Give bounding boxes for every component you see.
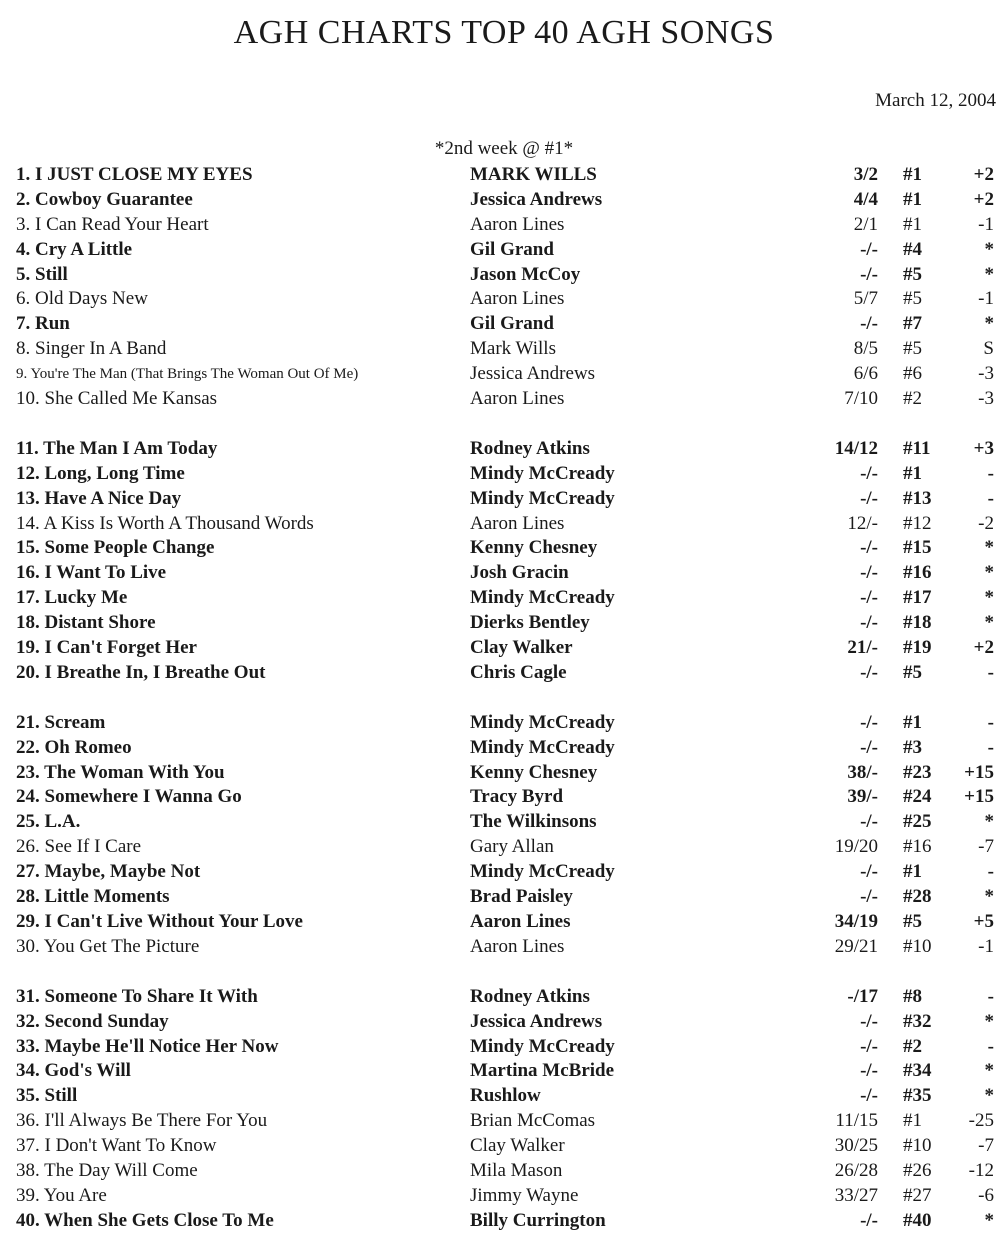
song-artist: Martina McBride [470,1060,615,1082]
last-weeks: -/- [860,886,878,908]
song-artist: Tracy Byrd [470,786,564,808]
song-artist: Clay Walker [470,637,573,659]
song-artist: Aaron Lines [470,512,565,534]
peak-position: #40 [903,1209,932,1231]
peak-position: #16 [903,562,932,584]
song-title: 11. The Man I Am Today [16,437,218,459]
movement: - [987,711,994,733]
movement: +2 [973,188,994,210]
song-title: 37. I Don't Want To Know [16,1135,217,1157]
last-weeks: -/- [860,1010,878,1032]
song-title: 9. You're The Man (That Brings The Woman Out Of Me) [16,366,359,383]
last-weeks: -/- [860,811,878,833]
last-weeks: 34/19 [834,910,878,932]
peak-position: #8 [903,985,922,1007]
movement: * [984,587,994,609]
song-title: 8. Singer In A Band [16,338,167,360]
movement: * [984,313,994,335]
table-row [0,1035,1008,1060]
peak-position: #1 [903,462,922,484]
song-artist: Gil Grand [470,313,554,335]
movement: S [983,338,994,360]
song-title: 18. Distant Shore [16,612,156,634]
last-weeks: 29/21 [834,935,878,957]
song-title: 20. I Breathe In, I Breathe Out [16,661,266,683]
song-title: 33. Maybe He'll Notice Her Now [16,1035,279,1057]
song-title: 28. Little Moments [16,886,170,908]
last-weeks: 7/10 [844,388,878,410]
song-artist: Aaron Lines [470,213,565,235]
song-title: 38. The Day Will Come [16,1159,198,1181]
song-artist: Aaron Lines [470,935,565,957]
song-artist: Mindy McCready [470,736,615,758]
last-weeks: -/- [860,537,878,559]
table-row [0,810,1008,835]
peak-position: #1 [903,861,922,883]
peak-position: #7 [903,313,922,335]
movement: * [984,1010,994,1032]
last-weeks: 14/12 [834,437,878,459]
song-artist: MARK WILLS [470,164,597,185]
song-title: 1. I JUST CLOSE MY EYES [16,164,253,185]
table-row [0,536,1008,561]
song-artist: Dierks Bentley [470,612,590,634]
table-row [0,736,1008,761]
song-title: 2. Cowboy Guarantee [16,188,193,210]
weeks-at-one-note: *2nd week @ #1* [434,138,574,159]
last-weeks: -/- [860,736,878,758]
song-artist: Mindy McCready [470,711,615,733]
peak-position: #5 [903,288,922,310]
song-title: 22. Oh Romeo [16,736,132,758]
movement: -1 [978,935,994,957]
song-artist: Mindy McCready [470,487,615,509]
peak-position: #5 [903,661,922,683]
song-artist: Brian McComas [470,1110,596,1132]
song-title: 10. She Called Me Kansas [16,388,218,410]
last-weeks: 12/- [847,512,878,534]
last-weeks: -/- [860,1060,878,1082]
table-row [0,487,1008,512]
movement: +2 [973,637,994,659]
movement: * [984,1060,994,1082]
table-row [0,437,1008,462]
last-weeks: 19/20 [834,836,878,858]
peak-position: #24 [903,786,932,808]
table-row [0,387,1008,412]
song-title: 34. God's Will [16,1060,131,1082]
table-row [0,636,1008,661]
movement: +15 [964,761,994,783]
song-artist: Kenny Chesney [470,537,598,559]
peak-position: #32 [903,1010,932,1032]
song-artist: Clay Walker [470,1135,565,1157]
song-artist: Mindy McCready [470,587,615,609]
song-artist: The Wilkinsons [470,811,597,833]
last-weeks: -/- [860,1035,878,1057]
song-title: 15. Some People Change [16,537,215,559]
song-artist: Jessica Andrews [470,363,596,385]
movement: -3 [978,388,994,410]
song-artist: Rodney Atkins [470,985,590,1007]
last-weeks: -/- [860,711,878,733]
movement: - [987,985,994,1007]
song-title: 24. Somewhere I Wanna Go [16,786,242,808]
last-weeks: 30/25 [834,1135,878,1157]
peak-position: #18 [903,612,932,634]
last-weeks: 38/- [847,761,878,783]
song-artist: Jason McCoy [470,263,581,285]
table-row [0,661,1008,686]
table-row [0,188,1008,213]
song-title: 3. I Can Read Your Heart [16,213,209,235]
chart-date: March 12, 2004 [875,90,996,111]
last-weeks: 4/4 [853,188,878,210]
last-weeks: -/17 [847,985,878,1007]
movement: -1 [978,213,994,235]
peak-position: #26 [903,1159,932,1181]
song-artist: Josh Gracin [470,562,569,584]
movement: * [984,537,994,559]
song-title: 14. A Kiss Is Worth A Thousand Words [16,512,314,534]
peak-position: #5 [903,263,922,285]
movement: +5 [973,910,994,932]
peak-position: #3 [903,736,922,758]
table-row [0,1109,1008,1134]
last-weeks: 6/6 [853,363,878,385]
song-title: 4. Cry A Little [16,238,133,260]
song-artist: Aaron Lines [470,910,571,932]
song-artist: Aaron Lines [470,388,565,410]
table-row [0,1209,1008,1234]
song-title: 40. When She Gets Close To Me [16,1209,274,1231]
movement: * [984,562,994,584]
table-row [0,586,1008,611]
song-title: 27. Maybe, Maybe Not [16,861,201,883]
table-row [0,860,1008,885]
song-artist: Mark Wills [470,338,556,360]
song-title: 17. Lucky Me [16,587,128,609]
peak-position: #27 [903,1184,932,1206]
last-weeks: 2/1 [853,213,878,235]
table-row [0,611,1008,636]
table-row [0,835,1008,860]
song-title: 30. You Get The Picture [16,935,200,957]
song-artist: Mila Mason [470,1159,563,1181]
movement: +3 [973,437,994,459]
table-row [0,238,1008,263]
movement: - [987,1035,994,1057]
last-weeks: 11/15 [835,1110,878,1132]
movement: * [984,1085,994,1107]
peak-position: #1 [903,164,922,185]
movement: +2 [973,164,994,185]
peak-position: #16 [903,836,932,858]
movement: -12 [968,1159,994,1181]
movement: -25 [968,1110,994,1132]
song-artist: Mindy McCready [470,861,615,883]
last-weeks: 33/27 [834,1184,878,1206]
song-title: 26. See If I Care [16,836,142,858]
table-row [0,1084,1008,1109]
song-artist: Gil Grand [470,238,554,260]
table-row [0,362,1008,387]
song-artist: Jessica Andrews [470,188,603,210]
table-row [0,462,1008,487]
song-artist: Gary Allan [470,836,554,858]
table-row [0,213,1008,238]
table-row [0,337,1008,362]
song-title: 39. You Are [16,1184,107,1206]
table-row [0,561,1008,586]
movement: +15 [964,786,994,808]
song-title: 31. Someone To Share It With [16,985,258,1007]
movement: * [984,811,994,833]
song-title: 6. Old Days New [16,288,148,310]
last-weeks: 21/- [847,637,878,659]
movement: * [984,238,994,260]
song-artist: Brad Paisley [470,886,573,908]
page-title: AGH CHARTS TOP 40 AGH SONGS [233,14,775,51]
song-title: 5. Still [16,263,68,285]
table-row [0,985,1008,1010]
last-weeks: 26/28 [834,1159,878,1181]
peak-position: #5 [903,338,922,360]
movement: - [987,861,994,883]
song-artist: Mindy McCready [470,1035,615,1057]
peak-position: #19 [903,637,932,659]
song-artist: Billy Currington [470,1209,606,1231]
peak-position: #5 [903,910,922,932]
table-row [0,761,1008,786]
peak-position: #23 [903,761,932,783]
table-row [0,163,1008,188]
peak-position: #1 [903,213,922,235]
table-row [0,711,1008,736]
table-row [0,785,1008,810]
song-artist: Kenny Chesney [470,761,598,783]
song-title: 32. Second Sunday [16,1010,169,1032]
song-title: 16. I Want To Live [16,562,167,584]
movement: - [987,462,994,484]
song-title: 21. Scream [16,711,106,733]
song-title: 25. L.A. [16,811,81,833]
table-row [0,312,1008,337]
song-title: 12. Long, Long Time [16,462,185,484]
table-row [0,1134,1008,1159]
peak-position: #12 [903,512,932,534]
movement: -6 [978,1184,994,1206]
song-title: 23. The Woman With You [16,761,225,783]
song-title: 36. I'll Always Be There For You [16,1110,268,1132]
last-weeks: 5/7 [853,288,878,310]
movement: -2 [978,512,994,534]
table-row [0,512,1008,537]
peak-position: #1 [903,188,922,210]
movement: -3 [978,363,994,385]
last-weeks: -/- [860,861,878,883]
song-title: 35. Still [16,1085,78,1107]
last-weeks: -/- [860,238,878,260]
last-weeks: -/- [860,562,878,584]
peak-position: #17 [903,587,932,609]
last-weeks: -/- [860,1085,878,1107]
song-artist: Chris Cagle [470,661,567,683]
peak-position: #1 [903,711,922,733]
movement: * [984,886,994,908]
movement: -7 [978,1135,994,1157]
last-weeks: -/- [860,661,878,683]
table-row [0,287,1008,312]
peak-position: #35 [903,1085,932,1107]
last-weeks: -/- [860,313,878,335]
song-artist: Rodney Atkins [470,437,590,459]
movement: * [984,612,994,634]
peak-position: #4 [903,238,922,260]
movement: - [987,487,994,509]
song-title: 13. Have A Nice Day [16,487,182,509]
last-weeks: -/- [860,487,878,509]
song-title: 19. I Can't Forget Her [16,637,197,659]
table-row [0,910,1008,935]
song-artist: Jessica Andrews [470,1010,603,1032]
table-row [0,1010,1008,1035]
peak-position: #13 [903,487,932,509]
song-artist: Mindy McCready [470,462,615,484]
song-artist: Jimmy Wayne [470,1184,579,1206]
movement: * [984,263,994,285]
peak-position: #25 [903,811,932,833]
last-weeks: -/- [860,462,878,484]
last-weeks: 39/- [847,786,878,808]
table-row [0,1184,1008,1209]
peak-position: #11 [903,437,931,459]
last-weeks: -/- [860,612,878,634]
chart-list [0,163,1008,1234]
peak-position: #15 [903,537,932,559]
movement: -1 [978,288,994,310]
last-weeks: 3/2 [853,164,878,185]
song-title: 7. Run [16,313,70,335]
song-artist: Rushlow [470,1085,541,1107]
movement: -7 [978,836,994,858]
table-row [0,935,1008,960]
movement: * [984,1209,994,1231]
peak-position: #6 [903,363,922,385]
peak-position: #2 [903,388,922,410]
table-row [0,263,1008,288]
movement: - [987,736,994,758]
peak-position: #10 [903,935,932,957]
table-row [0,1159,1008,1184]
last-weeks: -/- [860,587,878,609]
table-row [0,1059,1008,1084]
last-weeks: 8/5 [853,338,878,360]
peak-position: #10 [903,1135,932,1157]
movement: - [987,661,994,683]
song-title: 29. I Can't Live Without Your Love [16,910,303,932]
last-weeks: -/- [860,263,878,285]
peak-position: #1 [903,1110,922,1132]
table-row [0,885,1008,910]
song-artist: Aaron Lines [470,288,565,310]
last-weeks: -/- [860,1209,878,1231]
peak-position: #28 [903,886,932,908]
peak-position: #34 [903,1060,932,1082]
peak-position: #2 [903,1035,922,1057]
